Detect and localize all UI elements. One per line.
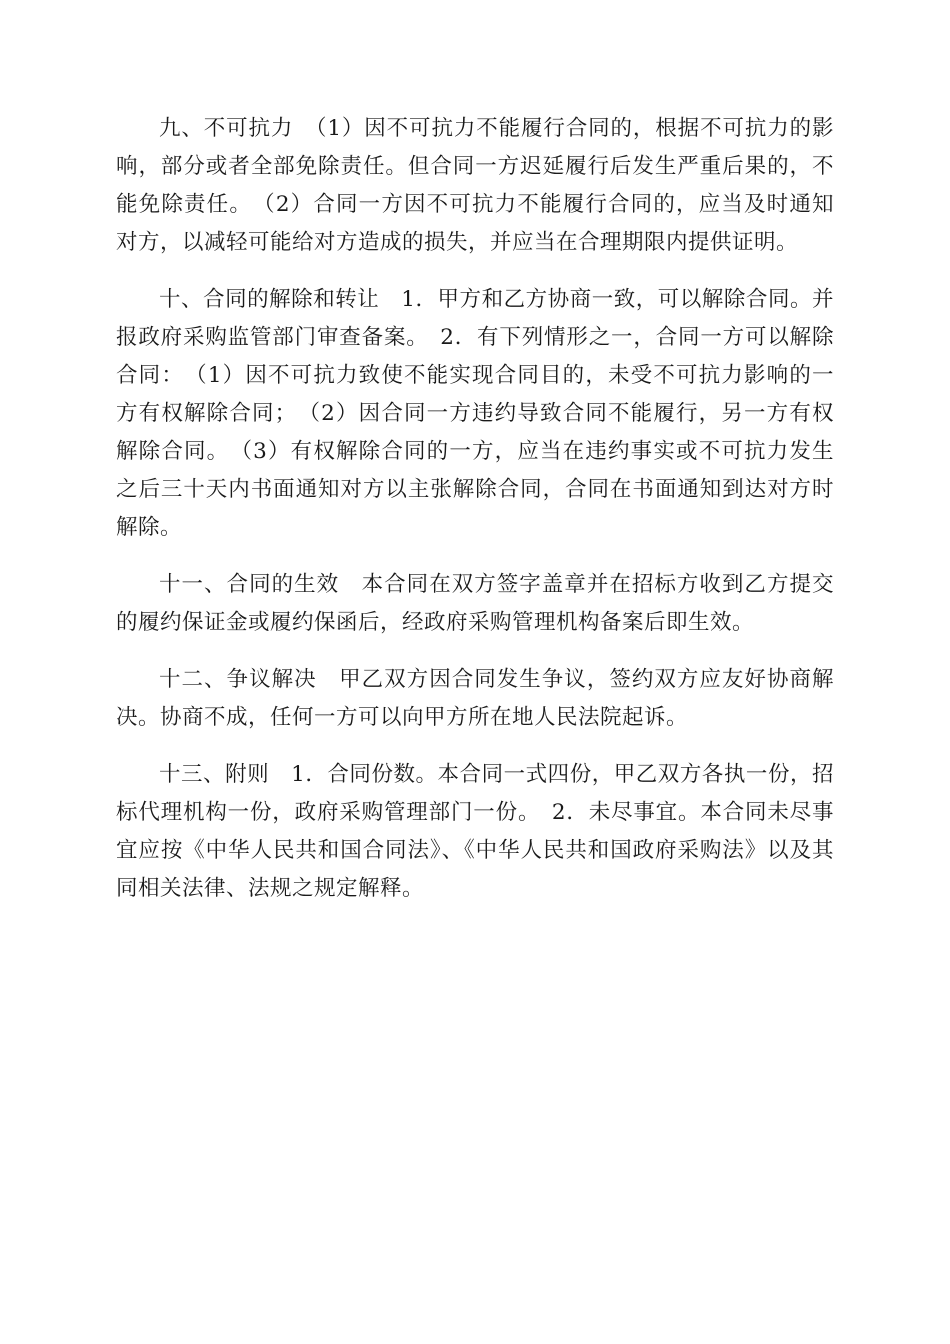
clause-supplementary: 十三、附则 1．合同份数。本合同一式四份，甲乙双方各执一份，招标代理机构一份，政府采购管理部门一份。 2．未尽事宜。本合同未尽事宜应按《中华人民共和国合同法》、《中华人民共和国政府采购法》以及其同相关法律、法规之规定解释。 [116, 762, 834, 901]
clause-force-majeure: 九、不可抗力 （1）因不可抗力不能履行合同的，根据不可抗力的影响，部分或者全部免除责任。但合同一方迟延履行后发生严重后果的，不能免除责任。 （2）合同一方因不可抗力不能履行合同的，应当及时通知对方，以减轻可能给对方造成的损失，并应当在合理期限内提供证明。 [116, 116, 834, 255]
clause-termination-transfer: 十、合同的解除和转让 1．甲方和乙方协商一致，可以解除合同。并报政府采购监管部门审查备案。 2．有下列情形之一，合同一方可以解除合同： （1）因不可抗力致使不能实现合同目的，未受不可抗力影响的一方有权解除合同； （2）因合同一方违约导致合同不能履行，另一方有权解除合同。 （3）有权解除合同的一方，应当在违约事实或不可抗力发生之后三十天内书面通知对方以主张解除合同，合同在书面通知到达对方时解除。 [116, 287, 834, 540]
clause-dispute-resolution: 十二、争议解决 甲乙双方因合同发生争议，签约双方应友好协商解决。协商不成，任何一方可以向甲方所在地人民法院起诉。 [116, 667, 834, 730]
clause-effectiveness: 十一、合同的生效 本合同在双方签字盖章并在招标方收到乙方提交的履约保证金或履约保函后，经政府采购管理机构备案后即生效。 [116, 572, 834, 635]
document-page [116, 110, 834, 927]
